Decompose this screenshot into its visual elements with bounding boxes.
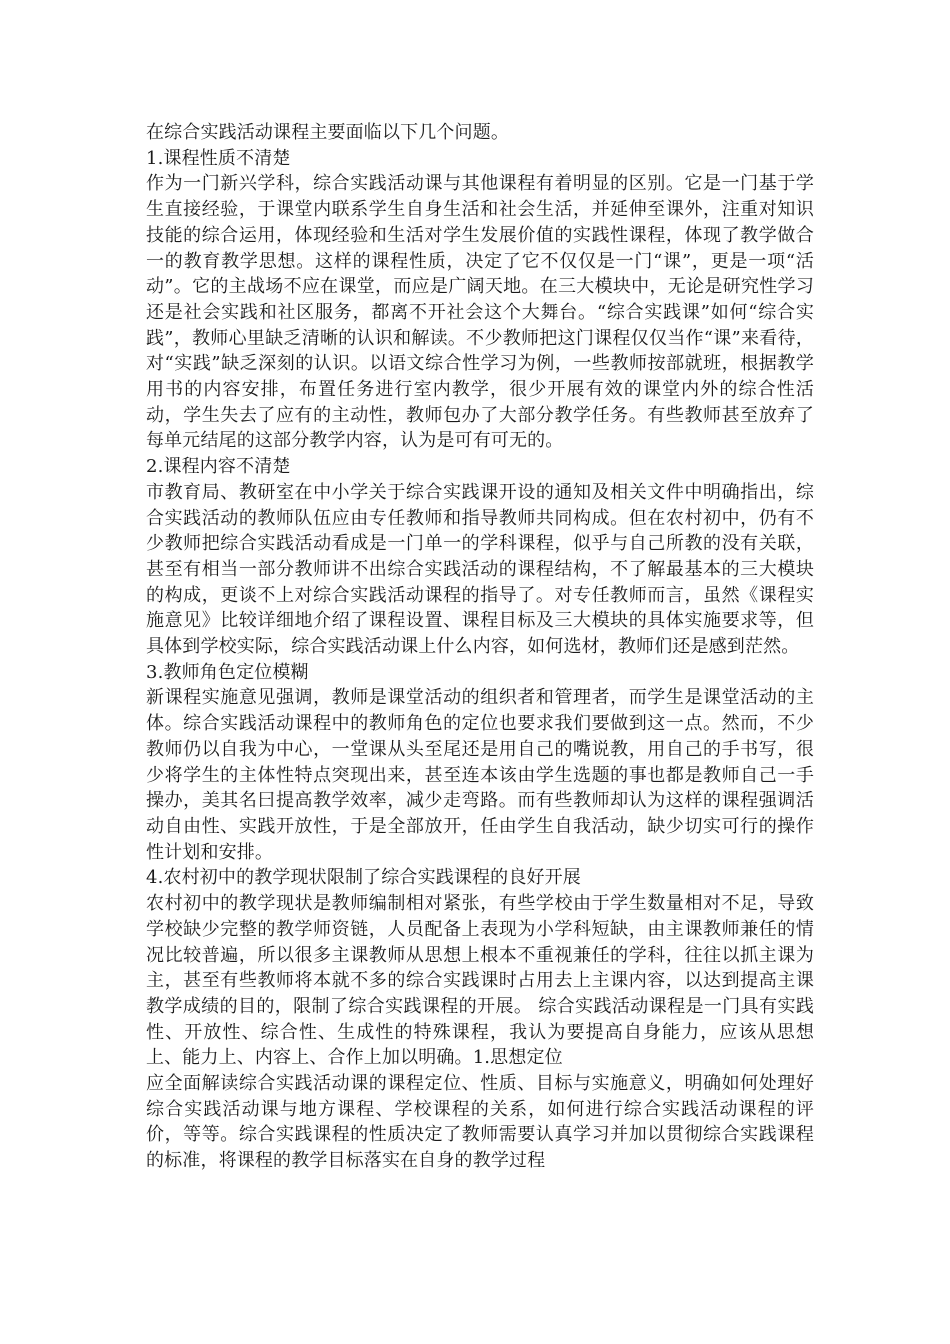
section-heading-2: 2.课程内容不清楚 bbox=[146, 456, 291, 478]
body-paragraph-3: 新课程实施意见强调，教师是课堂活动的组织者和管理者，而学生是课堂活动的主体。综合实践活动课程中的教师角色的定位也要求我们要做到这一点。然而，不少教师仍以自我为中心，一堂课从头至尾还是用自己的嘴说教，用自己的手书写，很少将学生的主体性特点突现出来，甚至连本该由学生选题的事也都是教师自己一手操办，美其名曰提高教学效率，减少走弯路。而有些教师却认为这样的课程强调活动自由性、实践开放性，于是全部放开，任由学生自我活动，缺少切实可行的操作性计划和安排。 bbox=[146, 687, 814, 863]
body-paragraph-5: 应全面解读综合实践活动课的课程定位、性质、目标与实施意义，明确如何处理好综合实践活动课与地方课程、学校课程的关系，如何进行综合实践活动课程的评价，等等。综合实践课程的性质决定了教师需要认真学习并加以贯彻综合实践课程的标准，将课程的教学目标落实在自身的教学过程 bbox=[146, 1073, 814, 1172]
body-paragraph-4: 农村初中的教学现状是教师编制相对紧张，有些学校由于学生数量相对不足，导致学校缺少完整的教学师资链，人员配备上表现为小学科短缺，由主课教师兼任的情况比较普遍，所以很多主课教师从思想上根本不重视兼任的学科，往往以抓主课为主，甚至有些教师将本就不多的综合实践课时占用去上主课内容，以达到提高主课教学成绩的目的，限制了综合实践课程的开展。 综合实践活动课程是一门具有实践性、开放性、综合性、生成性的特殊课程，我认为要提高自身能力，应该从思想上、能力上、内容上、合作上加以明确。1.思想定位 bbox=[146, 893, 814, 1069]
body-paragraph-1: 作为一门新兴学科，综合实践活动课与其他课程有着明显的区别。它是一门基于学生直接经验，于课堂内联系学生自身生活和社会生活，并延伸至课外，注重对知识技能的综合运用，体现经验和生活对学生发展价值的实践性课程，体现了教学做合一的教育教学思想。这样的课程性质，决定了它不仅仅是一门“课”，更是一项“活动”。它的主战场不应在课堂，而应是广阔天地。在三大模块中，无论是研究性学习还是社会实践和社区服务，都离不开社会这个大舞台。“综合实践课”如何“综合实践”，教师心里缺乏清晰的认识和解读。不少教师把这门课程仅仅当作“课”来看待，对“实践”缺乏深刻的认识。以语文综合性学习为例，一些教师按部就班，根据教学用书的内容安排，布置任务进行室内教学，很少开展有效的课堂内外的综合性活动，学生失去了应有的主动性，教师包办了大部分教学任务。有些教师甚至放弃了每单元结尾的这部分教学内容，认为是可有可无的。 bbox=[146, 173, 814, 452]
section-heading-1: 1.课程性质不清楚 bbox=[146, 147, 291, 169]
body-paragraph-2: 市教育局、教研室在中小学关于综合实践课开设的通知及相关文件中明确指出，综合实践活动的教师队伍应由专任教师和指导教师共同构成。但在农村初中，仍有不少教师把综合实践活动看成是一门单一的学科课程，似乎与自己所教的没有关联，甚至有相当一部分教师讲不出综合实践活动的课程结构，不了解最基本的三大模块的构成，更谈不上对综合实践活动课程的指导了。对专任教师而言，虽然《课程实施意见》比较详细地介绍了课程设置、课程目标及三大模块的具体实施要求等，但具体到学校实际，综合实践活动课上什么内容，如何选材，教师们还是感到茫然。 bbox=[146, 481, 814, 658]
section-heading-4: 4.农村初中的教学现状限制了综合实践课程的良好开展 bbox=[146, 867, 581, 889]
intro-paragraph: 在综合实践活动课程主要面临以下几个问题。 bbox=[146, 122, 509, 143]
document-body bbox=[146, 120, 814, 1174]
section-heading-3: 3.教师角色定位模糊 bbox=[146, 661, 309, 683]
